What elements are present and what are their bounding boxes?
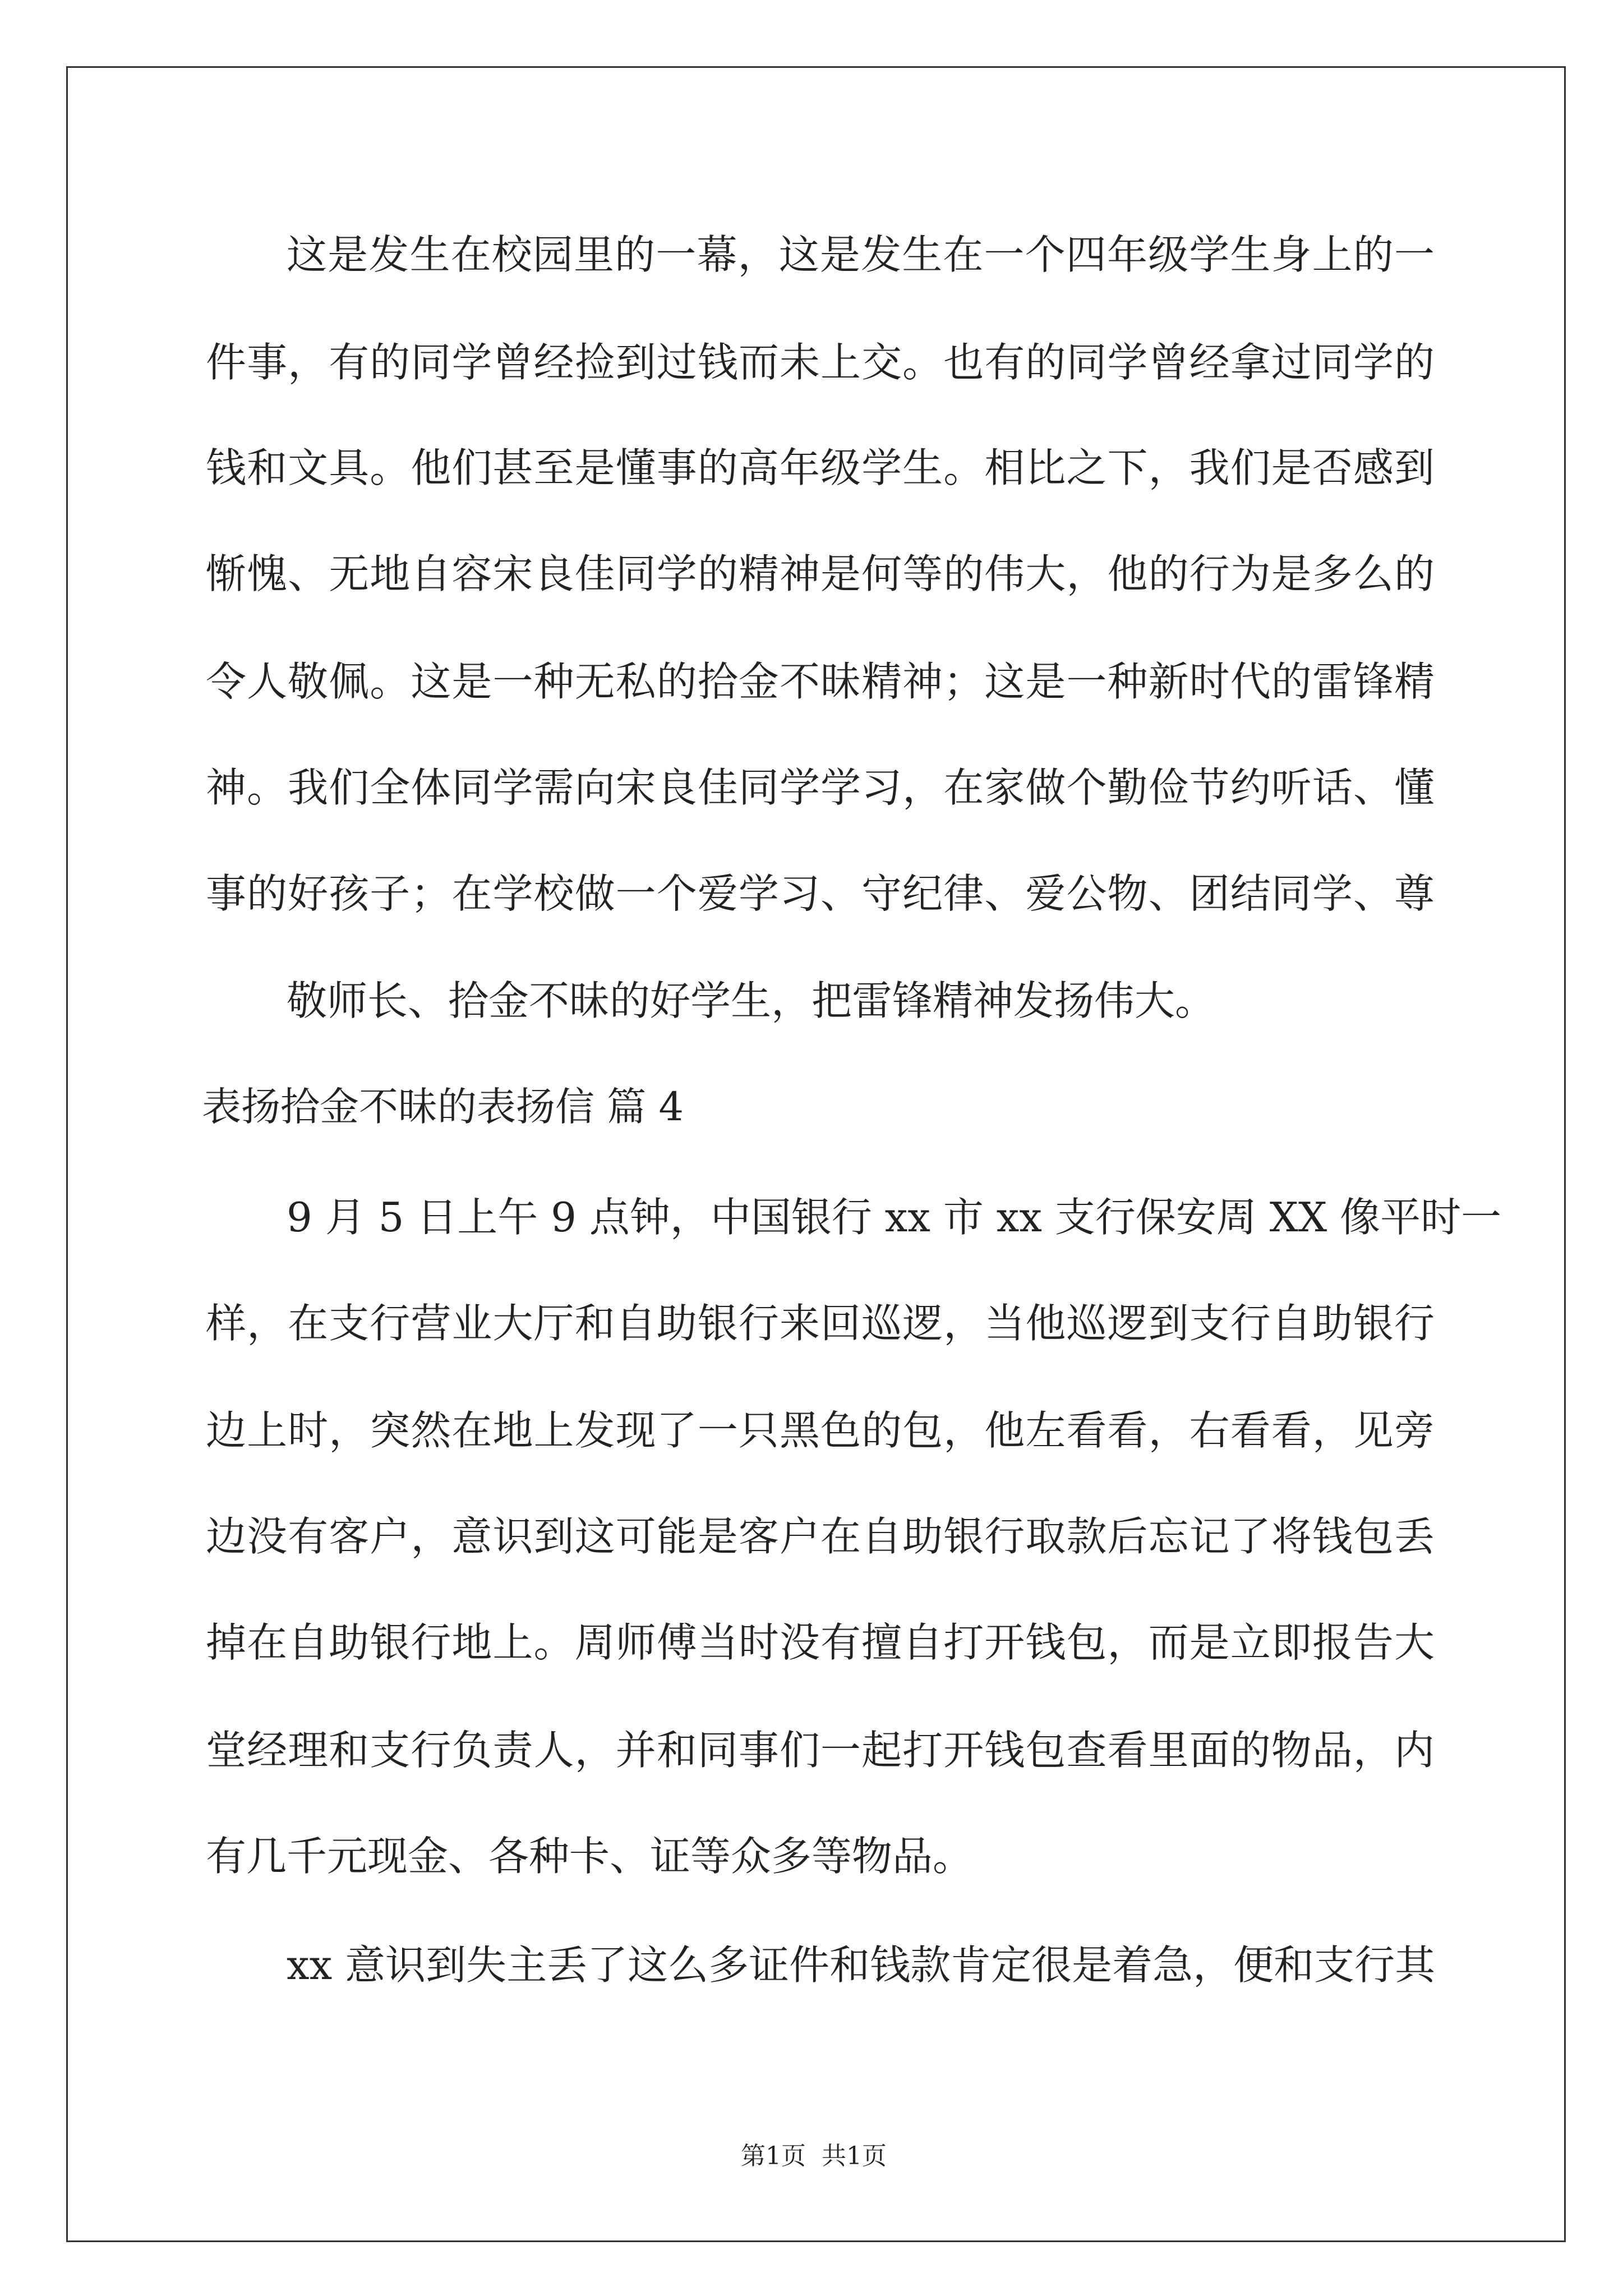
body-line: 堂经理和支行负责人，并和同事们一起打开钱包查看里面的物品，内: [206, 1727, 1435, 1774]
body-line: 件事，有的同学曾经捡到过钱而未上交。也有的同学曾经拿过同学的: [206, 339, 1435, 386]
body-line: 钱和文具。他们甚至是懂事的高年级学生。相比之下，我们是否感到: [206, 444, 1435, 491]
page-border: [66, 66, 1566, 2242]
body-line: 有几千元现金、各种卡、证等众多等物品。: [206, 1833, 974, 1880]
body-line: 惭愧、无地自容宋良佳同学的精神是何等的伟大，他的行为是多么的: [206, 550, 1435, 597]
body-line: 令人敬佩。这是一种无私的拾金不昧精神；这是一种新时代的雷锋精: [206, 658, 1435, 705]
section-title: 表扬拾金不昧的表扬信 篇 4: [202, 1084, 684, 1130]
body-line: 神。我们全体同学需向宋良佳同学学习，在家做个勤俭节约听话、懂: [206, 764, 1435, 811]
body-line: 样，在支行营业大厅和自助银行来回巡逻，当他巡逻到支行自助银行: [206, 1300, 1435, 1347]
body-line: 事的好孩子；在学校做一个爱学习、守纪律、爱公物、团结同学、尊: [206, 870, 1435, 917]
body-line: 边没有客户，意识到这可能是客户在自助银行取款后忘记了将钱包丢: [206, 1513, 1435, 1560]
body-line: 边上时，突然在地上发现了一只黑色的包，他左看看，右看看，见旁: [206, 1407, 1435, 1454]
body-line: 这是发生在校园里的一幕，这是发生在一个四年级学生身上的一: [287, 231, 1435, 278]
body-line: 敬师长、拾金不昧的好学生，把雷锋精神发扬伟大。: [287, 977, 1216, 1024]
page-footer: 第1页 共1页: [741, 2142, 887, 2170]
body-line: 掉在自助银行地上。周师傅当时没有擅自打开钱包，而是立即报告大: [206, 1619, 1435, 1666]
body-line: xx 意识到失主丢了这么多证件和钱款肯定很是着急，便和支行其: [287, 1941, 1436, 1989]
body-line: 9 月 5 日上午 9 点钟，中国银行 xx 市 xx 支行保安周 XX 像平时一: [287, 1194, 1502, 1241]
